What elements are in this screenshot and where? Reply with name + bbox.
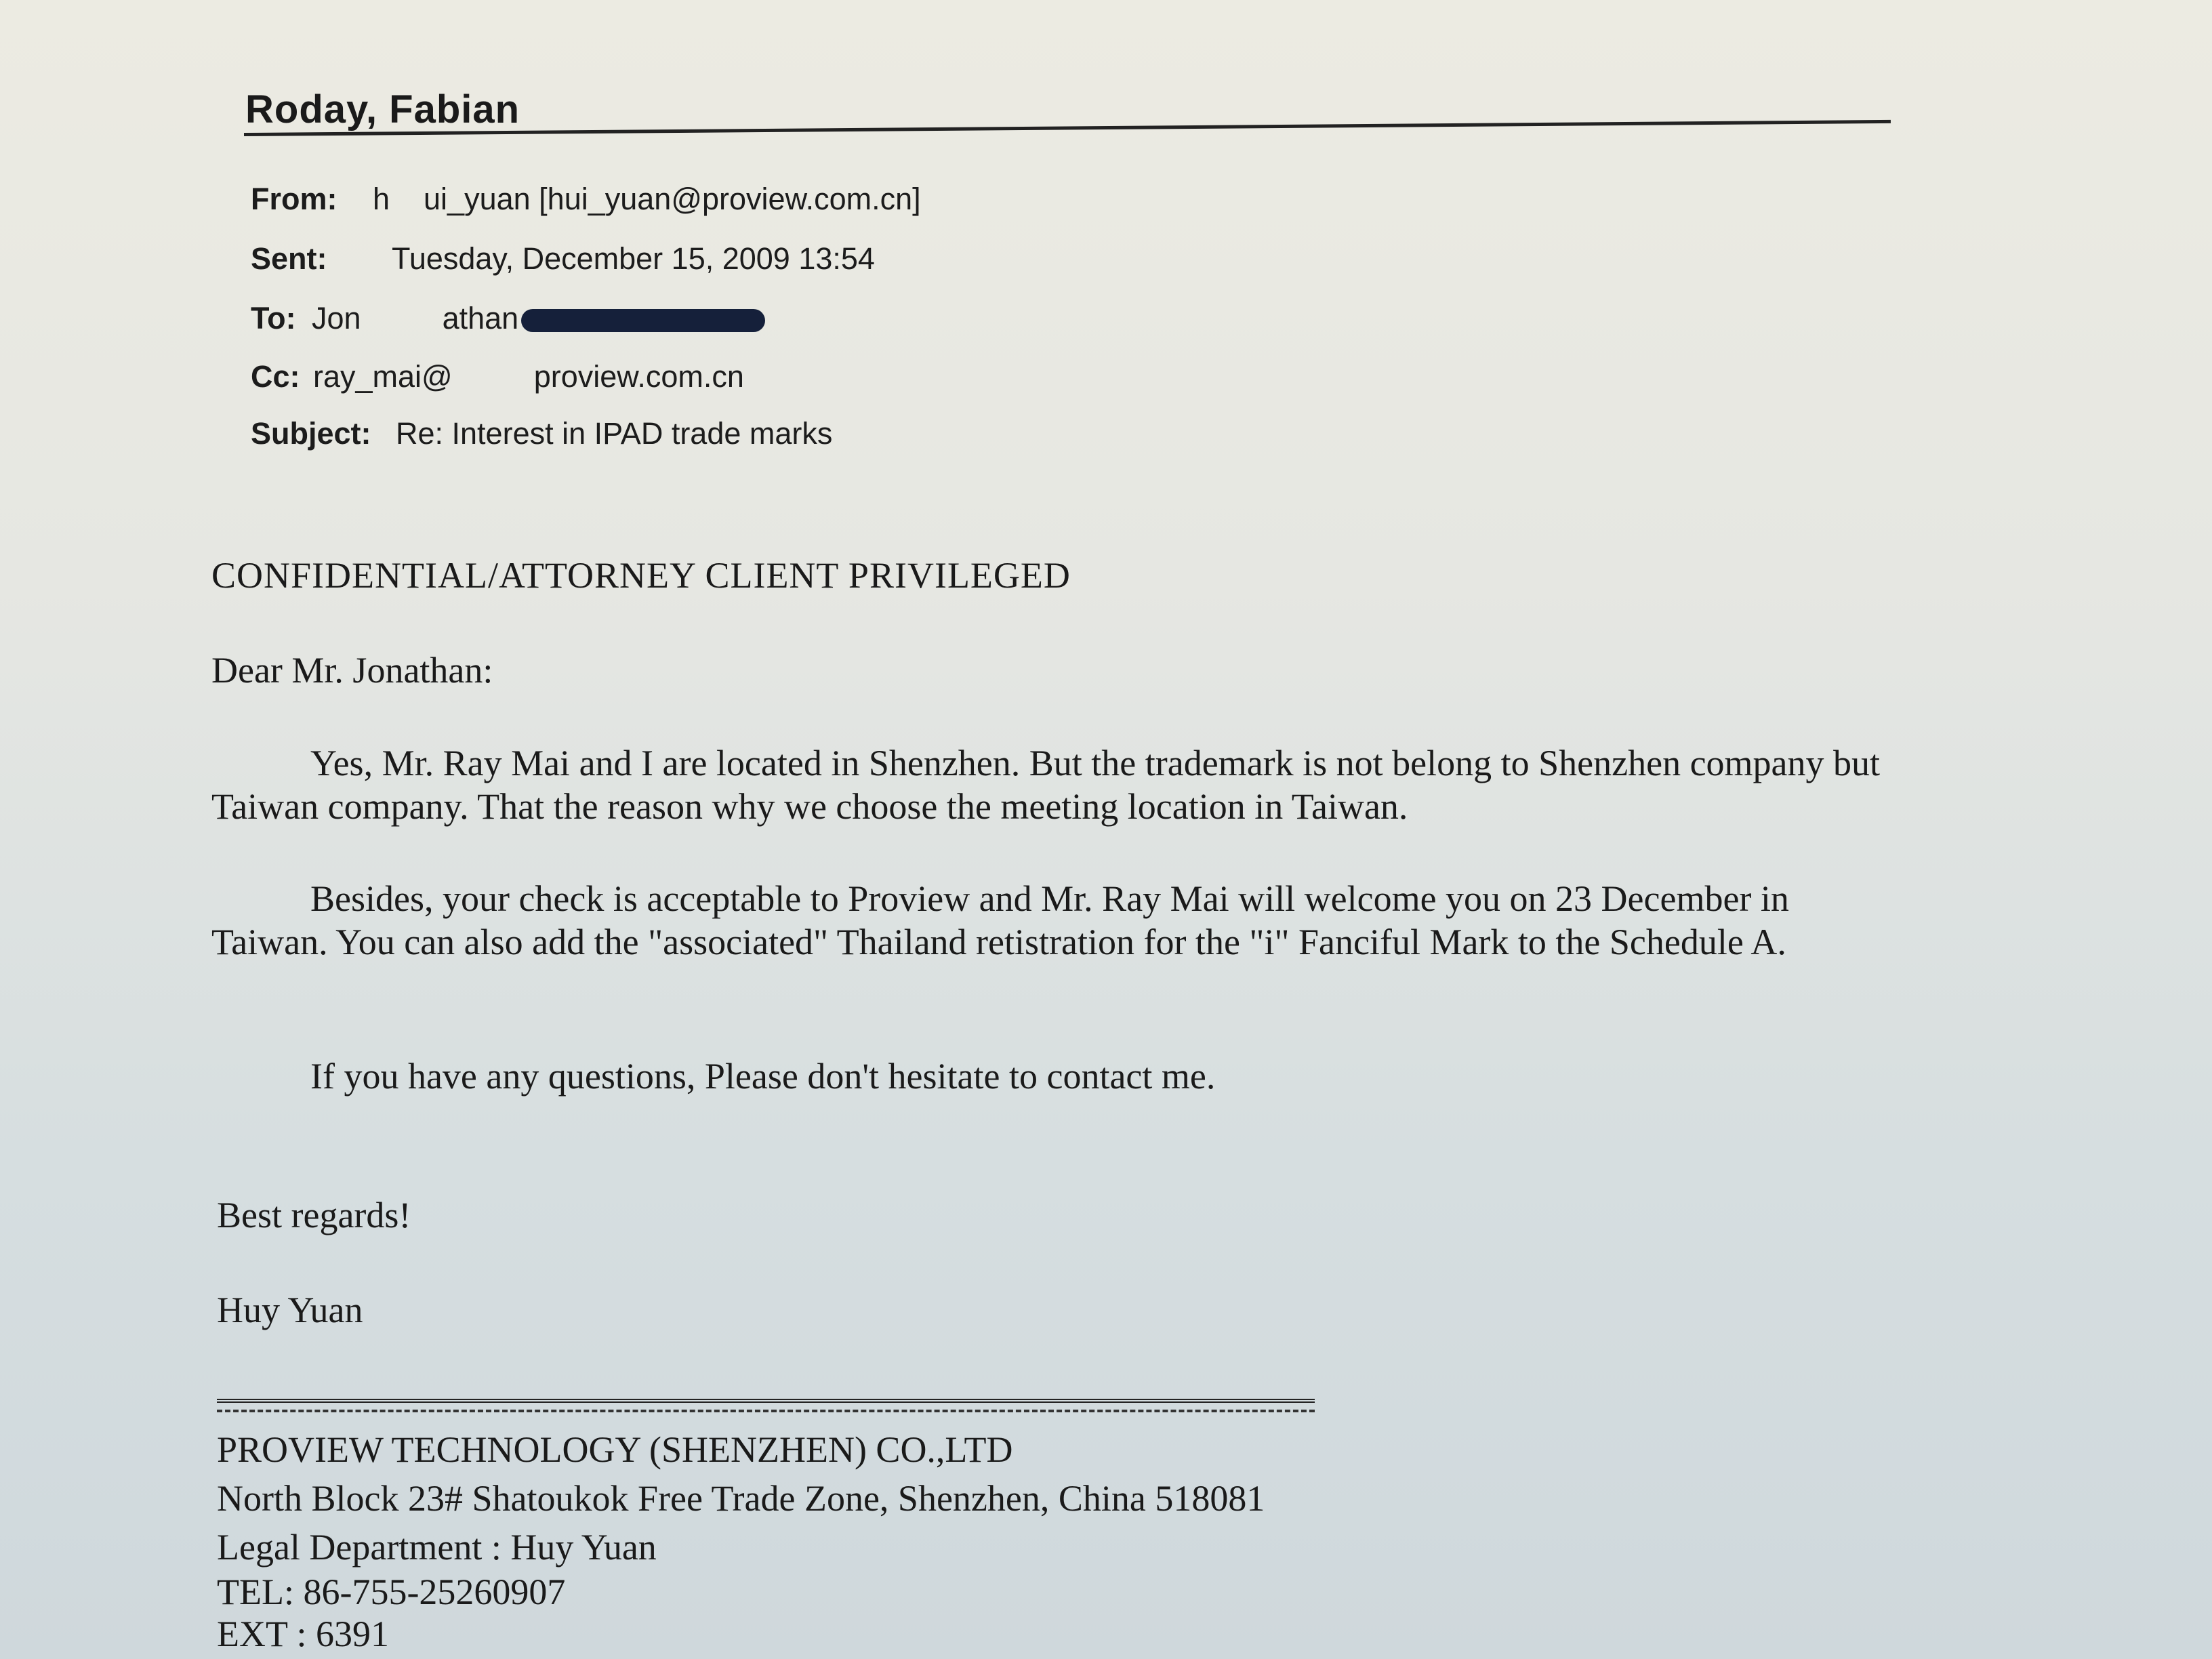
company-name: PROVIEW TECHNOLOGY (SHENZHEN) CO.,LTD	[217, 1429, 1013, 1470]
mailbox-owner-name: Roday, Fabian	[245, 87, 520, 131]
from-row	[251, 182, 921, 217]
body-paragraph-3: If you have any questions, Please don't hesitate to contact me.	[310, 1056, 1216, 1097]
to-value-part1: Jon	[312, 301, 361, 335]
legal-department: Legal Department : Huy Yuan	[217, 1527, 657, 1568]
extension: EXT : 6391	[217, 1614, 389, 1654]
sent-row	[251, 241, 875, 276]
cc-label: Cc:	[251, 359, 300, 394]
to-row	[251, 301, 765, 336]
telephone: TEL: 86-755-25260907	[217, 1572, 566, 1612]
subject-row	[251, 416, 832, 451]
sent-value: Tuesday, December 15, 2009 13:54	[392, 241, 875, 276]
sent-label: Sent:	[251, 241, 327, 276]
salutation: Dear Mr. Jonathan:	[211, 650, 493, 691]
body-paragraph-1: Yes, Mr. Ray Mai and I are located in Shenzhen. But the trademark is not belong to Shenzhen company but Taiwan company. That the reason why we choose the meeting location in Taiwan.	[211, 743, 1881, 827]
cc-value-part2: proview.com.cn	[533, 359, 744, 394]
cc-value-part1: ray_mai@	[313, 359, 453, 394]
signature-name: Huy Yuan	[217, 1290, 363, 1330]
cc-row	[251, 359, 744, 394]
subject-label: Subject:	[251, 416, 371, 451]
company-address: North Block 23# Shatoukok Free Trade Zone, Shenzhen, China 518081	[217, 1478, 1265, 1519]
redaction-mark	[521, 309, 765, 332]
to-label: To:	[251, 301, 296, 335]
to-value-part2: athan	[442, 301, 519, 335]
subject-value: Re: Interest in IPAD trade marks	[396, 416, 833, 451]
closing: Best regards!	[217, 1195, 411, 1235]
from-value-part1: h	[373, 182, 390, 216]
confidential-notice: CONFIDENTIAL/ATTORNEY CLIENT PRIVILEGED	[211, 555, 1071, 596]
from-label: From:	[251, 182, 337, 216]
signature-divider	[217, 1399, 1315, 1412]
body-paragraph-2: Besides, your check is acceptable to Proview and Mr. Ray Mai will welcome you on 23 December in Taiwan. You can also add the "associated" Thailand retistration for the "i" Fanciful Mark to the Schedule A.	[211, 878, 1789, 962]
from-value-part2: ui_yuan [hui_yuan@proview.com.cn]	[424, 182, 921, 216]
